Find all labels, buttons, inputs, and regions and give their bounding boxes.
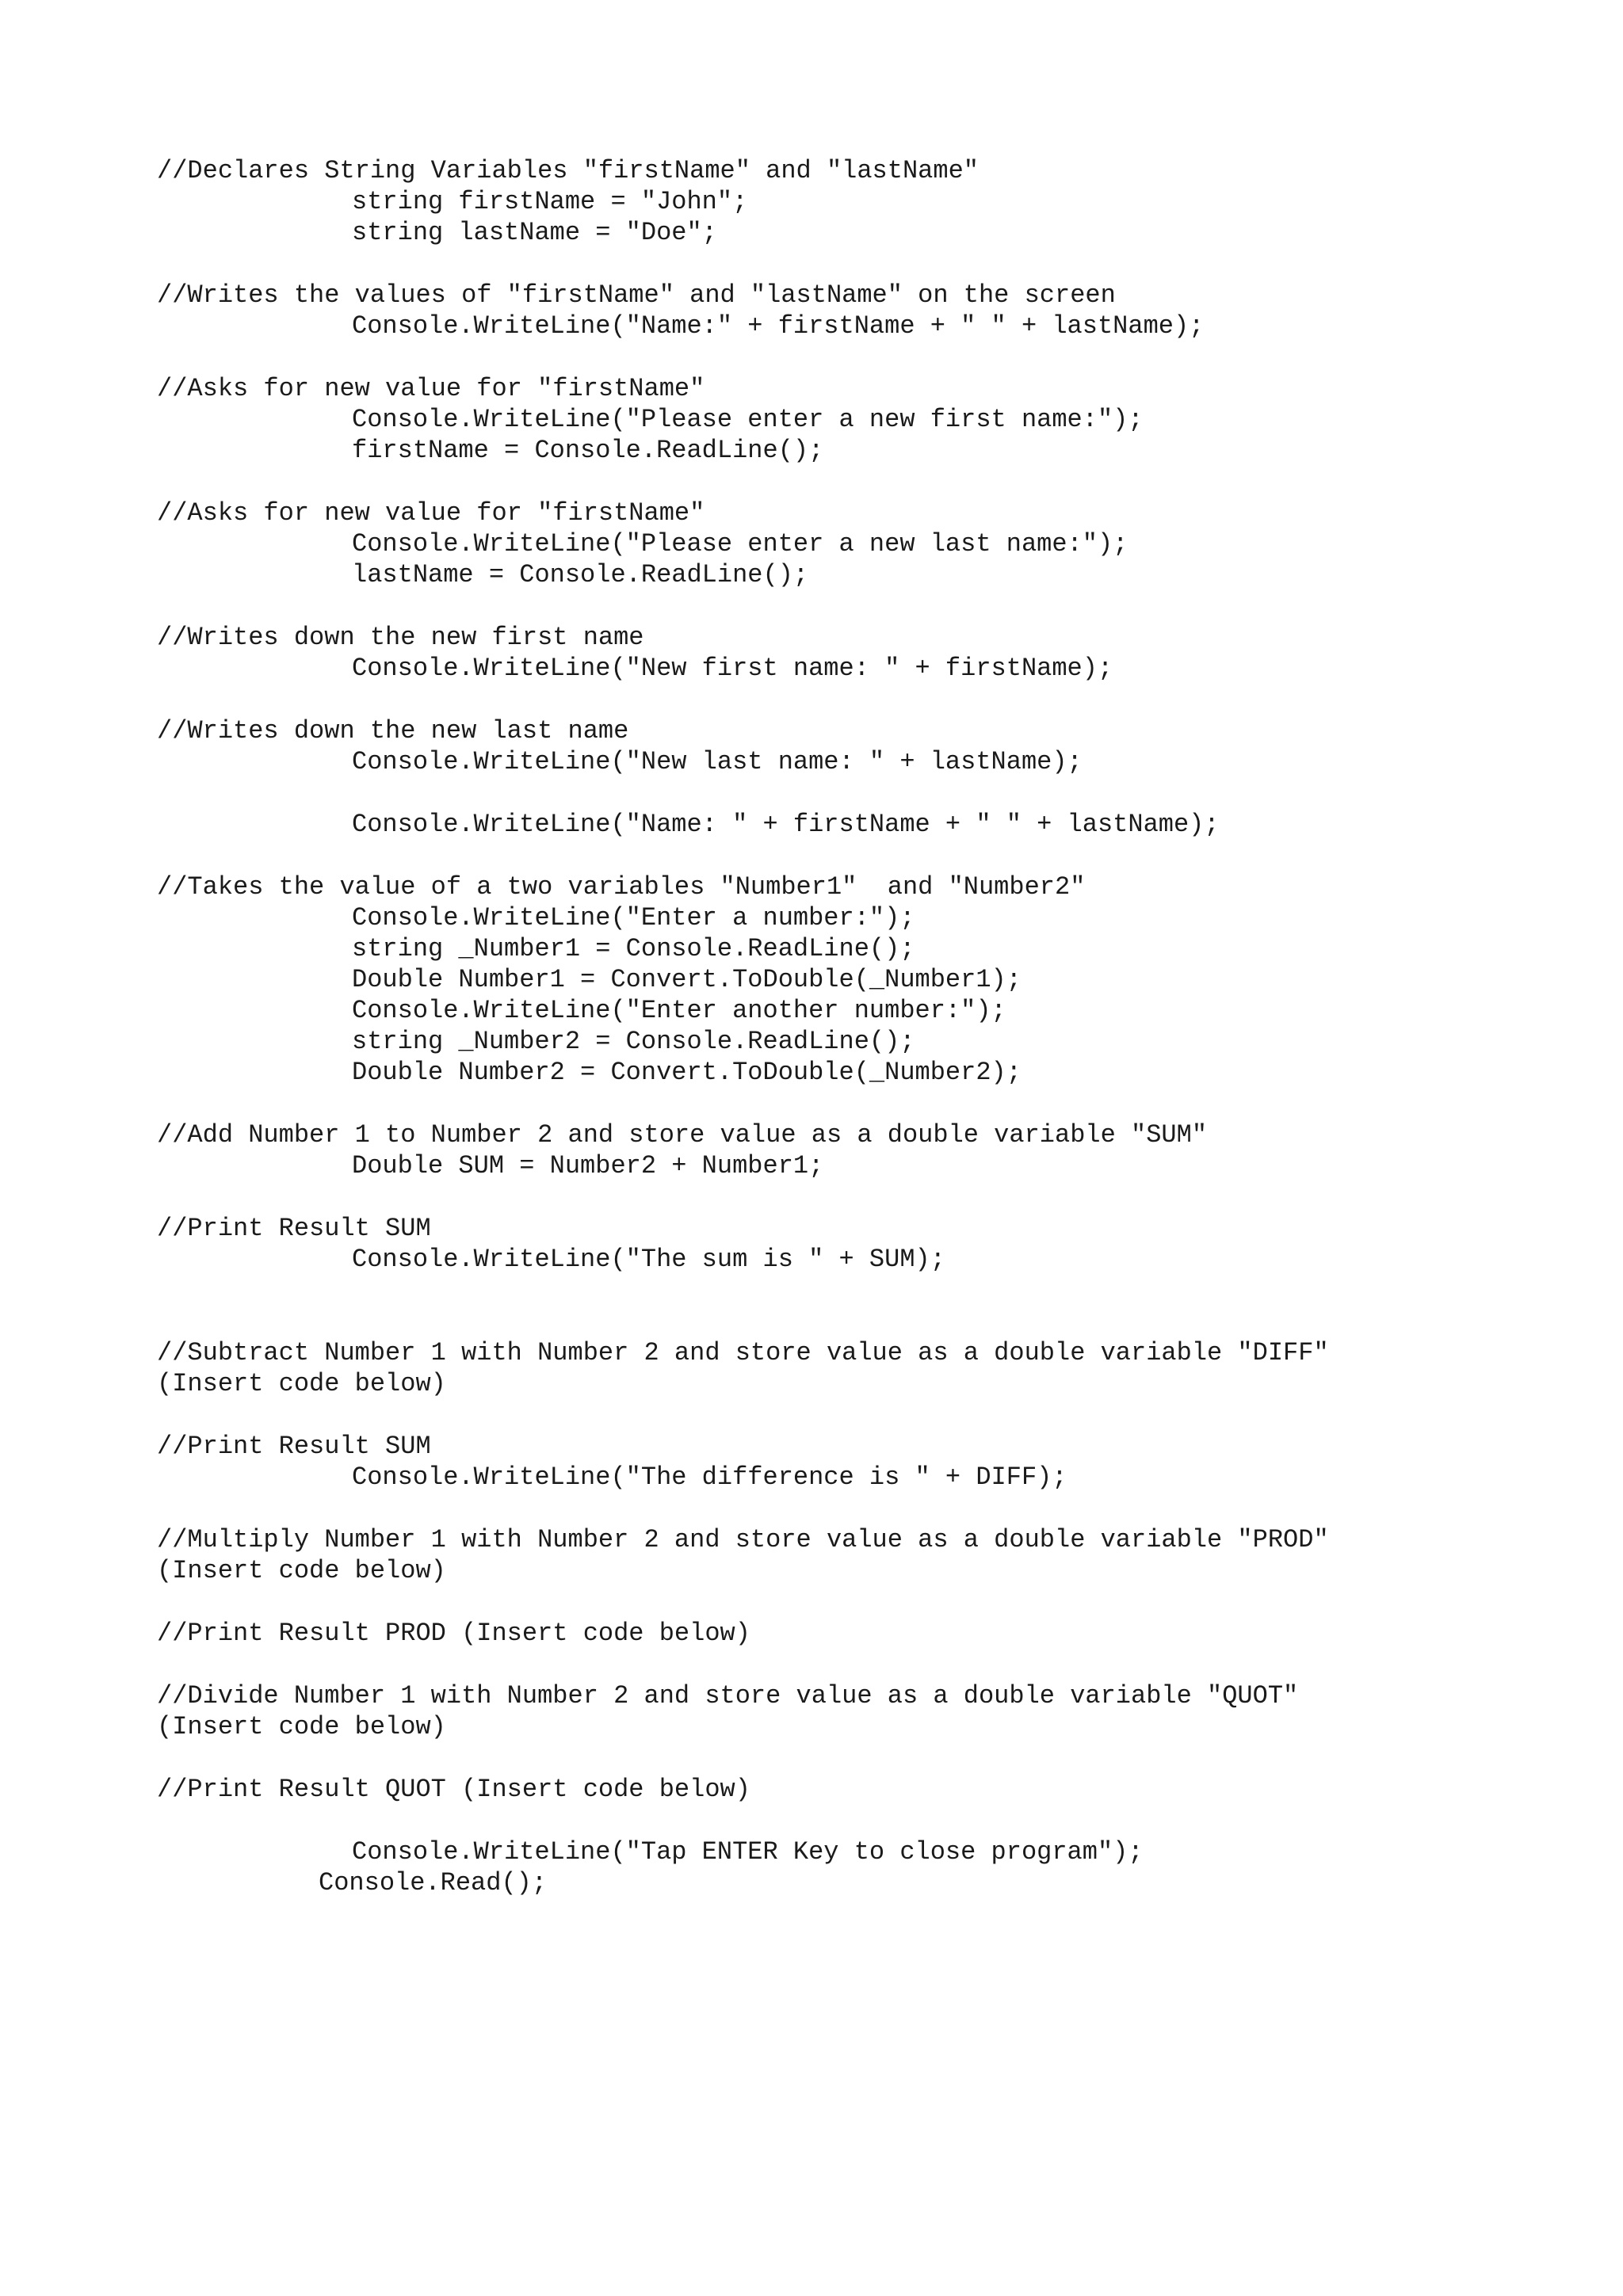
code-line: Console.WriteLine("New first name: " + firstName); bbox=[352, 654, 1113, 683]
code-line: Console.WriteLine("Tap ENTER Key to close program"); bbox=[352, 1837, 1144, 1867]
code-line: Double Number2 = Convert.ToDouble(_Number2); bbox=[352, 1058, 1022, 1087]
comment-line: //Writes the values of "firstName" and "lastName" on the screen bbox=[157, 280, 1116, 310]
code-line: Double Number1 = Convert.ToDouble(_Number1); bbox=[352, 965, 1022, 994]
code-line: Console.WriteLine("Please enter a new first name:"); bbox=[352, 405, 1144, 434]
instruction-line: (Insert code below) bbox=[157, 1556, 446, 1585]
comment-line: //Divide Number 1 with Number 2 and store value as a double variable "QUOT" bbox=[157, 1681, 1299, 1711]
comment-line: //Print Result QUOT (Insert code below) bbox=[157, 1775, 750, 1804]
comment-line: //Subtract Number 1 with Number 2 and store value as a double variable "DIFF" bbox=[157, 1338, 1329, 1367]
code-line: Double SUM = Number2 + Number1; bbox=[352, 1151, 824, 1180]
comment-line: //Writes down the new last name bbox=[157, 716, 629, 746]
comment-line: //Asks for new value for "firstName" bbox=[157, 498, 705, 528]
code-line: string firstName = "John"; bbox=[352, 187, 748, 216]
code-line: Console.WriteLine("Enter another number:"); bbox=[352, 996, 1006, 1025]
instruction-line: (Insert code below) bbox=[157, 1712, 446, 1741]
code-line: Console.WriteLine("Name:" + firstName + " " + lastName); bbox=[352, 311, 1205, 341]
comment-line: //Multiply Number 1 with Number 2 and store value as a double variable "PROD" bbox=[157, 1525, 1329, 1554]
code-line: string _Number1 = Console.ReadLine(); bbox=[352, 934, 915, 963]
comment-line: //Declares String Variables "firstName" and "lastName" bbox=[157, 156, 979, 185]
code-line: Console.Read(); bbox=[319, 1868, 548, 1897]
comment-line: //Writes down the new first name bbox=[157, 623, 644, 652]
instruction-line: (Insert code below) bbox=[157, 1369, 446, 1398]
comment-line: //Asks for new value for "firstName" bbox=[157, 374, 705, 403]
code-line: Console.WriteLine("New last name: " + lastName); bbox=[352, 747, 1083, 776]
comment-line: //Print Result PROD (Insert code below) bbox=[157, 1619, 750, 1648]
code-line: lastName = Console.ReadLine(); bbox=[352, 560, 809, 589]
comment-line: //Takes the value of a two variables "Number1" and "Number2" bbox=[157, 872, 1086, 902]
comment-line: //Print Result SUM bbox=[157, 1214, 431, 1243]
code-line: firstName = Console.ReadLine(); bbox=[352, 436, 824, 465]
code-line: Console.WriteLine("The difference is " + DIFF); bbox=[352, 1463, 1067, 1492]
comment-line: //Print Result SUM bbox=[157, 1432, 431, 1461]
code-line: Console.WriteLine("Name: " + firstName + " " + lastName); bbox=[352, 810, 1220, 839]
code-line: Console.WriteLine("Please enter a new last name:"); bbox=[352, 529, 1128, 559]
code-line: string _Number2 = Console.ReadLine(); bbox=[352, 1027, 915, 1056]
comment-line: //Add Number 1 to Number 2 and store value as a double variable "SUM" bbox=[157, 1120, 1208, 1150]
code-line: Console.WriteLine("The sum is " + SUM); bbox=[352, 1245, 945, 1274]
code-line: Console.WriteLine("Enter a number:"); bbox=[352, 903, 915, 933]
code-line: string lastName = "Doe"; bbox=[352, 218, 717, 247]
